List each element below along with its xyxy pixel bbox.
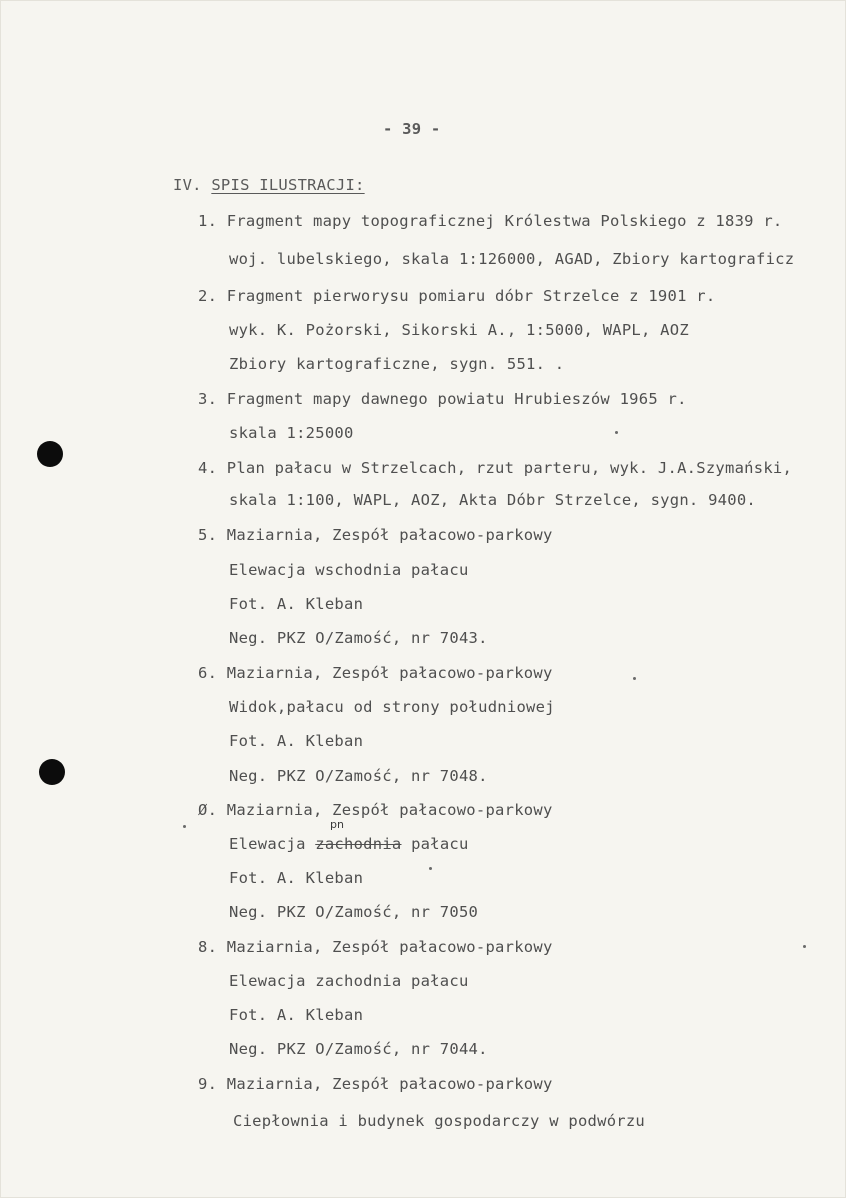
punch-hole: [39, 759, 65, 785]
list-item-9-detail: Ciepłownia i budynek gospodarczy w podwórzu: [233, 1112, 646, 1130]
corrected-text-after: pałacu: [401, 835, 469, 853]
list-item-3-detail: skala 1:25000: [229, 424, 354, 442]
section-title: SPIS ILUSTRACJI:: [211, 176, 365, 194]
paper-speck: [429, 867, 432, 870]
list-item-3: 3. Fragment mapy dawnego powiatu Hrubieszów 1965 r.: [198, 390, 687, 408]
list-item-7-detail: Neg. PKZ O/Zamość, nr 7050: [229, 903, 479, 921]
list-item-7-detail: [229, 834, 469, 854]
list-item-9: 9. Maziarnia, Zespół pałacowo-parkowy: [198, 1075, 553, 1093]
paper-speck: [803, 945, 806, 948]
paper-speck: [633, 677, 636, 680]
paper-speck: [615, 431, 618, 434]
list-item-5-detail: Elewacja wschodnia pałacu: [229, 561, 469, 579]
punch-hole: [37, 441, 63, 467]
list-item-4-detail: skala 1:100, WAPL, AOZ, Akta Dóbr Strzelce, sygn. 9400.: [229, 491, 756, 509]
list-item-5-detail: Fot. A. Kleban: [229, 595, 364, 613]
list-item-5-detail: Neg. PKZ O/Zamość, nr 7043.: [229, 629, 488, 647]
list-item-2-detail: Zbiory kartograficzne, sygn. 551. .: [229, 355, 565, 373]
section-heading: [173, 175, 365, 195]
list-item-8-detail: Elewacja zachodnia pałacu: [229, 972, 469, 990]
paper-speck: [183, 825, 186, 828]
list-item-2: 2. Fragment pierworysu pomiaru dóbr Strzelce z 1901 r.: [198, 287, 716, 305]
struck-out-word: zachodnia: [315, 835, 402, 853]
list-item-8: 8. Maziarnia, Zespół pałacowo-parkowy: [198, 938, 553, 956]
list-item-6-detail: Widok,pałacu od strony południowej: [229, 698, 555, 716]
list-item-6-detail: Fot. A. Kleban: [229, 732, 364, 750]
section-number: IV.: [173, 176, 212, 194]
handwritten-correction: pn: [330, 818, 344, 831]
list-item-2-detail: wyk. K. Pożorski, Sikorski A., 1:5000, WAPL, AOZ: [229, 321, 689, 339]
list-item-8-detail: Neg. PKZ O/Zamość, nr 7044.: [229, 1040, 488, 1058]
page-number: - 39 -: [383, 120, 441, 138]
list-item-1: 1. Fragment mapy topograficznej Królestwa Polskiego z 1839 r.: [198, 212, 783, 230]
list-item-8-detail: Fot. A. Kleban: [229, 1006, 364, 1024]
list-item-7-detail: Fot. A. Kleban: [229, 869, 364, 887]
list-item-1-detail: woj. lubelskiego, skala 1:126000, AGAD, Zbiory kartograficz: [229, 250, 795, 268]
list-item-6: 6. Maziarnia, Zespół pałacowo-parkowy: [198, 664, 553, 682]
list-item-4: 4. Plan pałacu w Strzelcach, rzut parteru, wyk. J.A.Szymański,: [198, 459, 793, 477]
list-item-7: Ø. Maziarnia, Zespół pałacowo-parkowy: [198, 801, 553, 819]
list-item-6-detail: Neg. PKZ O/Zamość, nr 7048.: [229, 767, 488, 785]
list-item-5: 5. Maziarnia, Zespół pałacowo-parkowy: [198, 526, 553, 544]
corrected-text-before: Elewacja: [229, 835, 316, 853]
